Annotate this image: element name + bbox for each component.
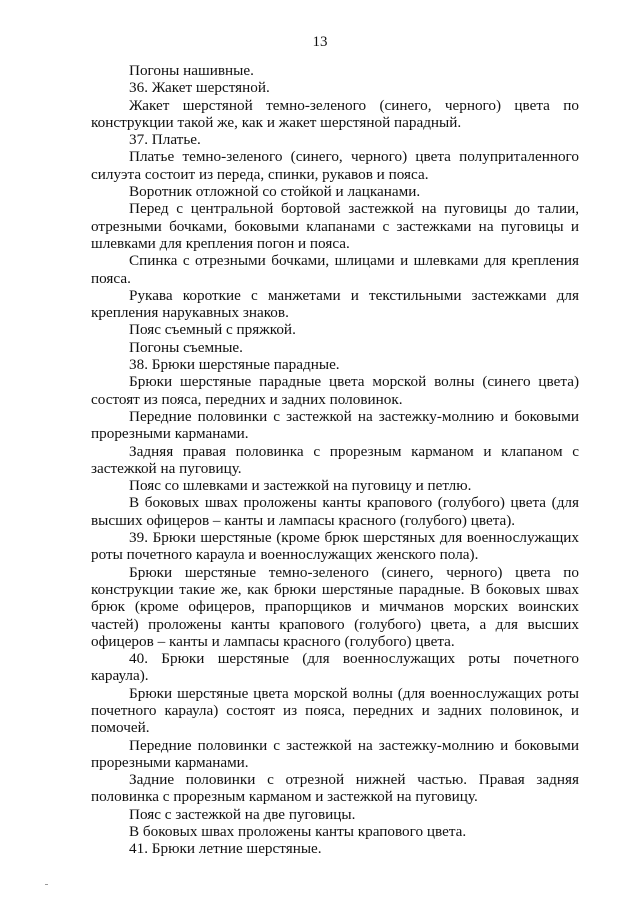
- paragraph: Спинка с отрезными бочками, шлицами и шлевками для крепления пояса.: [91, 252, 579, 287]
- page-number: 13: [312, 34, 328, 50]
- paragraph: Погоны съемные.: [129, 338, 243, 356]
- paragraph: В боковых швах проложены канты крапового (голубого) цвета (для высших офицеров – канты и лампасы красного (голубого) цвета).: [91, 494, 579, 529]
- paragraph: Жакет шерстяной темно-зеленого (синего, черного) цвета по конструкции такой же, как и жакет шерстяной парадный.: [91, 96, 579, 131]
- paragraph: Брюки шерстяные парадные цвета морской волны (синего цвета) состоят из пояса, передних и задних половинок.: [91, 373, 579, 408]
- paragraph: Брюки шерстяные темно-зеленого (синего, черного) цвета по конструкции такие же, как брюки шерстяные парадные. В боковых швах брюк (кроме офицеров, прапорщиков и мичманов морских воинских частей) проложены канты крапового (голубого) цвета, а для высших офицеров – канты и лампасы красного (голубого) цвета.: [91, 563, 579, 650]
- paragraph: Передние половинки с застежкой на застежку-молнию и боковыми прорезными карманами.: [91, 407, 579, 443]
- section-heading: 39. Брюки шерстяные (кроме брюк шерстяных для военнослужащих роты почетного караула и военнослужащих женского пола).: [91, 529, 579, 564]
- paragraph: Передние половинки с застежкой на застежку-молнию и боковыми прорезными карманами.: [91, 736, 579, 771]
- paragraph: Перед с центральной бортовой застежкой на пуговицы до талии, отрезными бочками, боковыми клапанами с застежками на пуговицы и шлевками для крепления погон и пояса.: [91, 200, 579, 252]
- paragraph: Рукава короткие с манжетами и текстильными застежками для крепления нарукавных знаков.: [91, 286, 579, 322]
- paragraph: Брюки шерстяные цвета морской волны (для военнослужащих роты почетного караула) состоят из пояса, передних и задних половинок, и помочей.: [91, 684, 579, 737]
- paragraph: Задняя правая половинка с прорезным карманом и клапаном с застежкой на пуговицу.: [91, 442, 579, 477]
- paragraph: Пояс со шлевками и застежкой на пуговицу и петлю.: [129, 477, 472, 495]
- paragraph: Погоны нашивные.: [129, 62, 254, 79]
- section-heading: 37. Платье.: [129, 131, 201, 149]
- section-heading: 40. Брюки шерстяные (для военнослужащих роты почетного караула).: [91, 650, 579, 685]
- paragraph: Воротник отложной со стойкой и лацканами.: [129, 183, 421, 201]
- section-heading: 38. Брюки шерстяные парадные.: [129, 356, 340, 374]
- scan-mark: [45, 884, 48, 885]
- paragraph: Платье темно-зеленого (синего, черного) цвета полуприталенного силуэта состоит из переда, спинки, рукавов и пояса.: [91, 148, 579, 183]
- document-body: [91, 62, 579, 858]
- paragraph: Пояс съемный с пряжкой.: [129, 321, 296, 339]
- paragraph: В боковых швах проложены канты крапового цвета.: [129, 823, 467, 841]
- paragraph: Пояс с застежкой на две пуговицы.: [129, 805, 356, 823]
- section-heading: 36. Жакет шерстяной.: [129, 79, 270, 97]
- section-heading: 41. Брюки летние шерстяные.: [129, 840, 322, 858]
- paragraph: Задние половинки с отрезной нижней частью. Правая задняя половинка с прорезным карманом и застежкой на пуговицу.: [91, 771, 579, 806]
